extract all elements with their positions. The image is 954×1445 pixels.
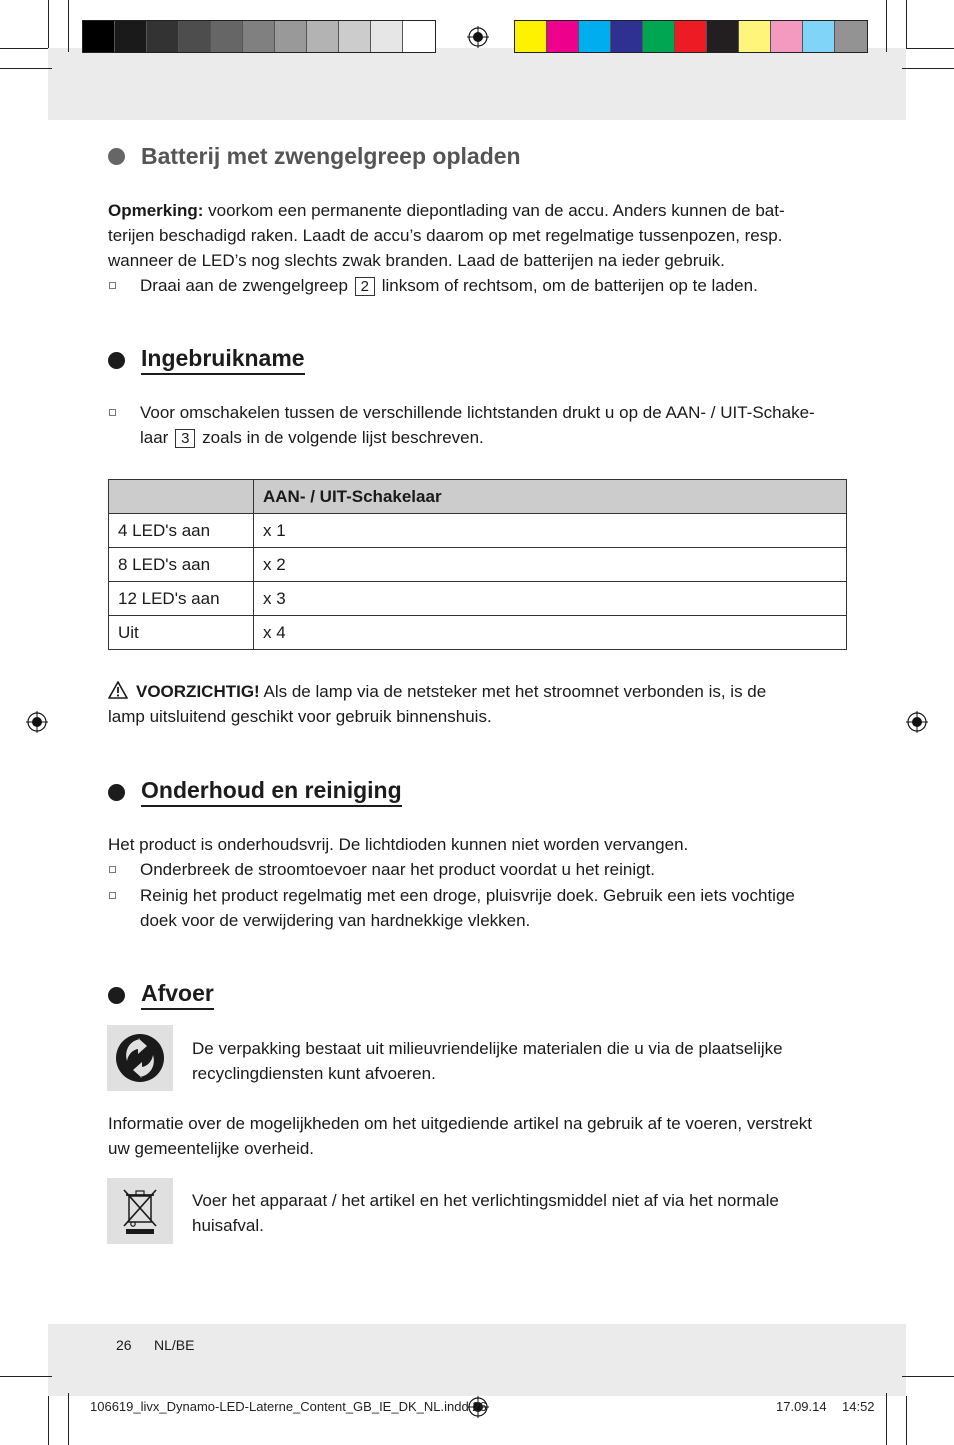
color-swatch bbox=[771, 21, 803, 52]
table-cell: x 3 bbox=[254, 582, 847, 616]
weee-icon-box bbox=[107, 1178, 173, 1244]
crop-mark bbox=[906, 0, 907, 48]
color-swatch bbox=[707, 21, 739, 52]
table-header-row bbox=[109, 480, 847, 514]
crop-mark bbox=[68, 1393, 69, 1445]
crop-mark bbox=[0, 48, 48, 49]
crop-mark bbox=[48, 0, 49, 48]
top-band bbox=[48, 48, 906, 120]
color-swatch bbox=[643, 21, 675, 52]
table-cell: 4 LED's aan bbox=[109, 514, 254, 548]
crossed-bin-icon bbox=[107, 1178, 173, 1244]
note-text: terijen beschadigd raken. Laadt de accu’s daarom op met regelmatige tussenpozen, resp. bbox=[108, 226, 783, 245]
table-cell: x 1 bbox=[254, 514, 847, 548]
charge-note bbox=[108, 198, 848, 273]
color-swatch bbox=[803, 21, 835, 52]
maintenance-step: Onderbreek de stroomtoevoer naar het product voordat u het reinigt. bbox=[108, 857, 848, 882]
heading-bullet-icon bbox=[108, 987, 125, 1004]
heading-title: Onderhoud en reiniging bbox=[141, 777, 402, 807]
bottom-band bbox=[48, 1324, 906, 1396]
color-swatch bbox=[739, 21, 771, 52]
note-label: Opmerking: bbox=[108, 201, 204, 220]
crop-mark bbox=[0, 1376, 52, 1377]
table-row bbox=[109, 582, 847, 616]
packaging-text: De verpakking bestaat uit milieuvriendelijke materialen die u via de plaatselijke recyclingdiensten kunt afvoeren. bbox=[192, 1039, 783, 1083]
crop-mark bbox=[0, 68, 52, 69]
table-row bbox=[109, 514, 847, 548]
switch-table bbox=[108, 479, 847, 650]
warning-note: VOORZICHTIG! Als de lamp via de netsteker met het stroomnet verbonden is, is de lamp uitsluitend geschikt voor gebruik binnenshuis. bbox=[108, 682, 767, 726]
color-swatch bbox=[339, 21, 371, 52]
disposal-info: Informatie over de mogelijkheden om het uitgediende artikel na gebruik af te voeren, verstrekt uw gemeentelijke overheid. bbox=[108, 1114, 813, 1158]
heading-title: Batterij met zwengelgreep opladen bbox=[141, 143, 521, 169]
print-time: 14:52 bbox=[842, 1399, 875, 1414]
heading-bullet-icon bbox=[108, 784, 125, 801]
warning-label: VOORZICHTIG! bbox=[136, 682, 260, 701]
color-swatch bbox=[179, 21, 211, 52]
crop-mark bbox=[902, 1376, 954, 1377]
usage-step: Voor omschakelen tussen de verschillende lichtstanden drukt u op de AAN- / UIT-Schake- laar 3 zoals in de volgende lijst beschreven. bbox=[108, 400, 848, 450]
crop-mark bbox=[48, 1396, 49, 1445]
color-swatch bbox=[611, 21, 643, 52]
heading-title: Afvoer bbox=[141, 980, 214, 1010]
table-cell: 8 LED's aan bbox=[109, 548, 254, 582]
section-heading-charge bbox=[108, 143, 521, 170]
checkbox-bullet-icon bbox=[109, 892, 116, 899]
crop-mark bbox=[886, 0, 887, 52]
table-row bbox=[109, 616, 847, 650]
registration-mark-icon bbox=[906, 711, 928, 733]
weee-text: Voer het apparaat / het artikel en het verlichtingsmiddel niet af via het normale huisafval. bbox=[192, 1191, 779, 1235]
locale-label: NL/BE bbox=[154, 1337, 195, 1353]
process-color-bar bbox=[514, 20, 868, 53]
section-heading-maintenance bbox=[108, 777, 402, 807]
heading-bullet-icon bbox=[108, 148, 125, 165]
checkbox-bullet-icon bbox=[109, 282, 116, 289]
green-dot-recycling-icon bbox=[107, 1025, 173, 1091]
table-header-cell bbox=[109, 480, 254, 514]
color-swatch bbox=[147, 21, 179, 52]
print-date: 17.09.14 bbox=[776, 1399, 827, 1414]
table-cell: 12 LED's aan bbox=[109, 582, 254, 616]
color-swatch bbox=[243, 21, 275, 52]
crop-mark bbox=[906, 1396, 907, 1445]
color-swatch bbox=[547, 21, 579, 52]
file-info: 106619_livx_Dynamo-LED-Laterne_Content_GB_IE_DK_NL.indd 26 bbox=[90, 1399, 487, 1414]
table-cell: x 2 bbox=[254, 548, 847, 582]
crop-mark bbox=[902, 68, 954, 69]
color-swatch bbox=[83, 21, 115, 52]
maintenance-intro: Het product is onderhoudsvrij. De lichtdioden kunnen niet worden vervangen. bbox=[108, 835, 689, 854]
registration-mark-icon bbox=[467, 26, 489, 48]
color-swatch bbox=[675, 21, 707, 52]
section-heading-disposal bbox=[108, 980, 214, 1010]
table-header-cell: AAN- / UIT-Schakelaar bbox=[254, 480, 847, 514]
color-swatch bbox=[307, 21, 339, 52]
color-swatch bbox=[371, 21, 403, 52]
crop-mark bbox=[886, 1393, 887, 1445]
grayscale-color-bar bbox=[82, 20, 436, 53]
charge-step: Draai aan de zwengelgreep 2 linksom of rechtsom, om de batterijen op te laden. bbox=[108, 273, 848, 298]
recycling-icon-box bbox=[107, 1025, 173, 1091]
table-row bbox=[109, 548, 847, 582]
crop-mark bbox=[68, 0, 69, 52]
part-ref: 3 bbox=[175, 429, 195, 448]
registration-mark-icon bbox=[26, 711, 48, 733]
maintenance-step: Reinig het product regelmatig met een droge, pluisvrije doek. Gebruik een iets vochtige doek voor de verwijdering van hardnekkige vlekken. bbox=[108, 883, 848, 933]
section-heading-usage bbox=[108, 345, 305, 375]
table-cell: x 4 bbox=[254, 616, 847, 650]
color-swatch bbox=[515, 21, 547, 52]
page-number: 26 bbox=[116, 1337, 132, 1353]
warning-triangle-icon bbox=[108, 681, 128, 699]
heading-title: Ingebruikname bbox=[141, 345, 305, 375]
color-swatch bbox=[835, 21, 867, 52]
color-swatch bbox=[115, 21, 147, 52]
color-swatch bbox=[579, 21, 611, 52]
table-cell: Uit bbox=[109, 616, 254, 650]
color-swatch bbox=[403, 21, 435, 52]
color-swatch bbox=[275, 21, 307, 52]
note-text: wanneer de LED’s nog slechts zwak branden. Laad de batterijen na ieder gebruik. bbox=[108, 251, 725, 270]
note-text: voorkom een permanente diepontlading van de accu. Anders kunnen de bat- bbox=[203, 201, 785, 220]
part-ref: 2 bbox=[355, 277, 375, 296]
color-swatch bbox=[211, 21, 243, 52]
checkbox-bullet-icon bbox=[109, 409, 116, 416]
checkbox-bullet-icon bbox=[109, 866, 116, 873]
heading-bullet-icon bbox=[108, 352, 125, 369]
crop-mark bbox=[906, 48, 954, 49]
